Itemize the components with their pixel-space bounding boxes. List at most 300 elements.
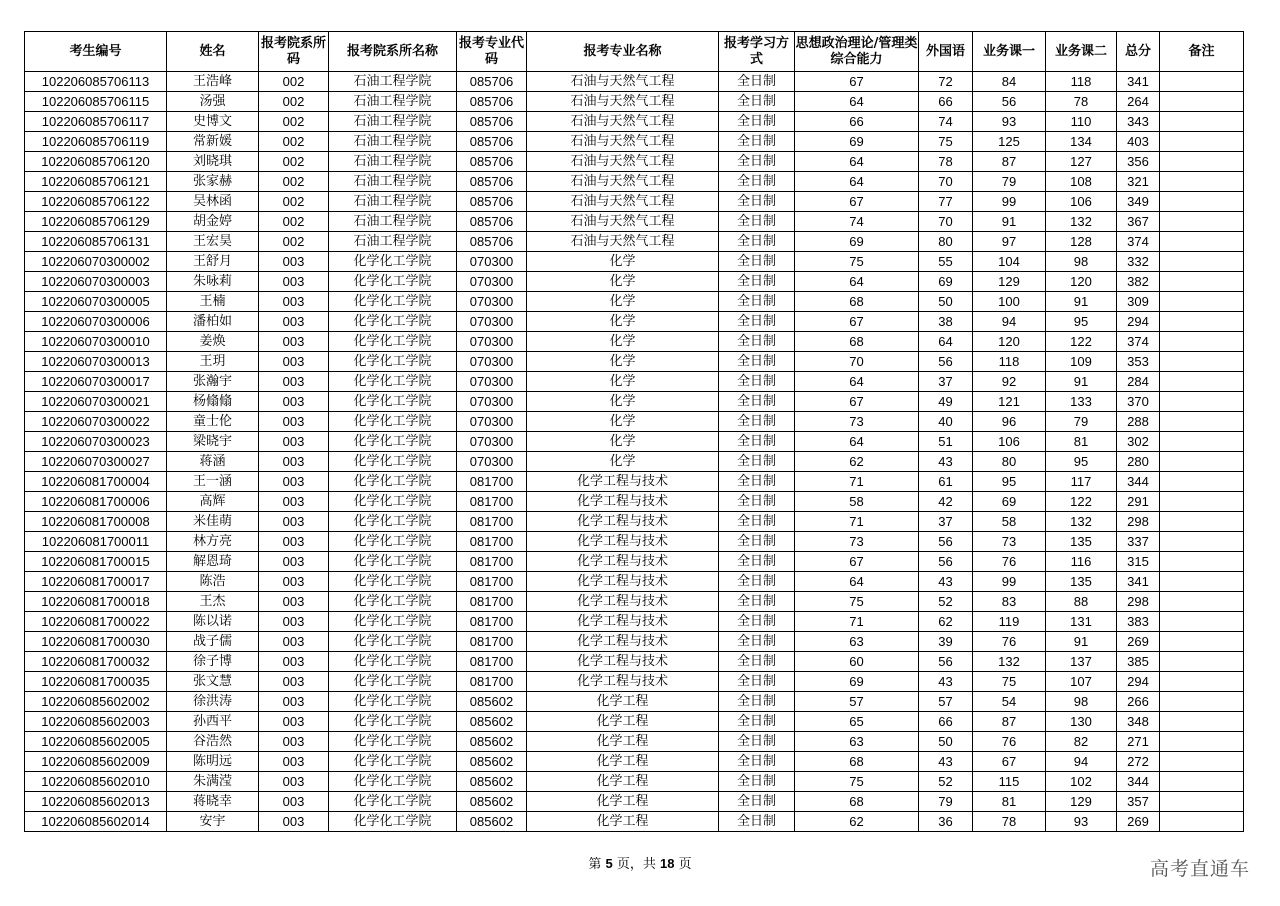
cell-major-name: 化学工程与技术 bbox=[527, 472, 719, 492]
cell-politics-score: 64 bbox=[795, 572, 919, 592]
page-footer bbox=[0, 853, 1280, 872]
cell-study-mode: 全日制 bbox=[719, 112, 795, 132]
cell-subject-two-score: 98 bbox=[1046, 692, 1117, 712]
cell-candidate-id: 102206081700008 bbox=[25, 512, 167, 532]
cell-dept-name: 化学化工学院 bbox=[329, 712, 457, 732]
cell-major-code: 081700 bbox=[457, 652, 527, 672]
header-dept-name: 报考院系所名称 bbox=[329, 32, 457, 72]
cell-name: 林方亮 bbox=[167, 532, 259, 552]
cell-major-name: 石油与天然气工程 bbox=[527, 212, 719, 232]
cell-politics-score: 58 bbox=[795, 492, 919, 512]
header-remarks: 备注 bbox=[1160, 32, 1244, 72]
cell-study-mode: 全日制 bbox=[719, 212, 795, 232]
cell-dept-code: 003 bbox=[259, 512, 329, 532]
table-row bbox=[25, 672, 1244, 692]
cell-major-code: 070300 bbox=[457, 432, 527, 452]
cell-major-name: 化学工程与技术 bbox=[527, 592, 719, 612]
cell-major-name: 化学 bbox=[527, 332, 719, 352]
cell-dept-name: 化学化工学院 bbox=[329, 612, 457, 632]
cell-foreign-language-score: 64 bbox=[919, 332, 973, 352]
cell-major-code: 085706 bbox=[457, 172, 527, 192]
cell-dept-name: 石油工程学院 bbox=[329, 212, 457, 232]
cell-major-name: 石油与天然气工程 bbox=[527, 112, 719, 132]
cell-candidate-id: 102206081700015 bbox=[25, 552, 167, 572]
cell-candidate-id: 102206081700006 bbox=[25, 492, 167, 512]
cell-politics-score: 63 bbox=[795, 632, 919, 652]
cell-politics-score: 64 bbox=[795, 92, 919, 112]
cell-politics-score: 69 bbox=[795, 132, 919, 152]
cell-politics-score: 62 bbox=[795, 812, 919, 832]
footer-suffix: 页 bbox=[674, 857, 692, 872]
cell-name: 解恩琦 bbox=[167, 552, 259, 572]
cell-dept-name: 化学化工学院 bbox=[329, 292, 457, 312]
table-row bbox=[25, 352, 1244, 372]
cell-subject-one-score: 121 bbox=[973, 392, 1046, 412]
cell-name: 胡金婷 bbox=[167, 212, 259, 232]
cell-name: 徐子博 bbox=[167, 652, 259, 672]
cell-major-code: 070300 bbox=[457, 272, 527, 292]
cell-major-code: 070300 bbox=[457, 332, 527, 352]
cell-dept-name: 化学化工学院 bbox=[329, 392, 457, 412]
cell-major-name: 化学工程 bbox=[527, 792, 719, 812]
cell-candidate-id: 102206070300021 bbox=[25, 392, 167, 412]
cell-dept-name: 化学化工学院 bbox=[329, 672, 457, 692]
cell-subject-one-score: 100 bbox=[973, 292, 1046, 312]
cell-total-score: 269 bbox=[1117, 632, 1160, 652]
cell-subject-two-score: 109 bbox=[1046, 352, 1117, 372]
header-candidate-id: 考生编号 bbox=[25, 32, 167, 72]
cell-study-mode: 全日制 bbox=[719, 432, 795, 452]
cell-major-code: 085602 bbox=[457, 712, 527, 732]
cell-dept-code: 003 bbox=[259, 312, 329, 332]
cell-study-mode: 全日制 bbox=[719, 352, 795, 372]
watermark-text: 高考直通车 bbox=[1149, 858, 1250, 880]
cell-subject-two-score: 117 bbox=[1046, 472, 1117, 492]
cell-major-code: 081700 bbox=[457, 672, 527, 692]
cell-remarks bbox=[1160, 432, 1244, 452]
cell-foreign-language-score: 37 bbox=[919, 372, 973, 392]
cell-study-mode: 全日制 bbox=[719, 492, 795, 512]
table-row bbox=[25, 732, 1244, 752]
cell-foreign-language-score: 80 bbox=[919, 232, 973, 252]
cell-subject-one-score: 92 bbox=[973, 372, 1046, 392]
cell-remarks bbox=[1160, 572, 1244, 592]
cell-remarks bbox=[1160, 452, 1244, 472]
cell-subject-one-score: 97 bbox=[973, 232, 1046, 252]
header-politics: 思想政治理论/管理类综合能力 bbox=[795, 32, 919, 72]
cell-politics-score: 68 bbox=[795, 752, 919, 772]
cell-candidate-id: 102206085602013 bbox=[25, 792, 167, 812]
cell-total-score: 374 bbox=[1117, 232, 1160, 252]
cell-remarks bbox=[1160, 72, 1244, 92]
cell-name: 朱咏莉 bbox=[167, 272, 259, 292]
header-major-code: 报考专业代码 bbox=[457, 32, 527, 72]
cell-major-code: 081700 bbox=[457, 632, 527, 652]
cell-major-name: 化学工程与技术 bbox=[527, 572, 719, 592]
header-total: 总分 bbox=[1117, 32, 1160, 72]
table-row bbox=[25, 392, 1244, 412]
cell-study-mode: 全日制 bbox=[719, 132, 795, 152]
cell-dept-code: 003 bbox=[259, 632, 329, 652]
cell-major-name: 化学工程 bbox=[527, 752, 719, 772]
cell-study-mode: 全日制 bbox=[719, 272, 795, 292]
cell-study-mode: 全日制 bbox=[719, 472, 795, 492]
cell-candidate-id: 102206070300005 bbox=[25, 292, 167, 312]
cell-candidate-id: 102206085706122 bbox=[25, 192, 167, 212]
cell-subject-one-score: 125 bbox=[973, 132, 1046, 152]
cell-major-name: 化学 bbox=[527, 452, 719, 472]
cell-candidate-id: 102206070300023 bbox=[25, 432, 167, 452]
cell-major-code: 070300 bbox=[457, 352, 527, 372]
cell-major-name: 化学工程与技术 bbox=[527, 492, 719, 512]
cell-candidate-id: 102206085706117 bbox=[25, 112, 167, 132]
cell-subject-one-score: 132 bbox=[973, 652, 1046, 672]
cell-foreign-language-score: 42 bbox=[919, 492, 973, 512]
cell-remarks bbox=[1160, 592, 1244, 612]
cell-total-score: 341 bbox=[1117, 72, 1160, 92]
cell-subject-one-score: 79 bbox=[973, 172, 1046, 192]
table-row bbox=[25, 572, 1244, 592]
cell-total-score: 315 bbox=[1117, 552, 1160, 572]
cell-subject-two-score: 102 bbox=[1046, 772, 1117, 792]
cell-politics-score: 66 bbox=[795, 112, 919, 132]
cell-subject-two-score: 106 bbox=[1046, 192, 1117, 212]
table-row bbox=[25, 512, 1244, 532]
cell-major-name: 化学 bbox=[527, 292, 719, 312]
cell-foreign-language-score: 77 bbox=[919, 192, 973, 212]
cell-remarks bbox=[1160, 372, 1244, 392]
cell-subject-two-score: 93 bbox=[1046, 812, 1117, 832]
cell-remarks bbox=[1160, 512, 1244, 532]
cell-politics-score: 75 bbox=[795, 592, 919, 612]
cell-major-code: 081700 bbox=[457, 612, 527, 632]
cell-name: 谷浩然 bbox=[167, 732, 259, 752]
table-row bbox=[25, 592, 1244, 612]
cell-dept-name: 化学化工学院 bbox=[329, 272, 457, 292]
cell-subject-two-score: 98 bbox=[1046, 252, 1117, 272]
cell-dept-code: 003 bbox=[259, 592, 329, 612]
table-row bbox=[25, 812, 1244, 832]
cell-foreign-language-score: 56 bbox=[919, 352, 973, 372]
cell-name: 高辉 bbox=[167, 492, 259, 512]
table-row bbox=[25, 272, 1244, 292]
cell-study-mode: 全日制 bbox=[719, 592, 795, 612]
cell-subject-two-score: 108 bbox=[1046, 172, 1117, 192]
cell-foreign-language-score: 66 bbox=[919, 92, 973, 112]
cell-study-mode: 全日制 bbox=[719, 732, 795, 752]
cell-dept-code: 003 bbox=[259, 352, 329, 372]
cell-subject-one-score: 93 bbox=[973, 112, 1046, 132]
cell-candidate-id: 102206085706131 bbox=[25, 232, 167, 252]
cell-dept-name: 化学化工学院 bbox=[329, 632, 457, 652]
cell-subject-one-score: 99 bbox=[973, 192, 1046, 212]
table-row bbox=[25, 132, 1244, 152]
cell-total-score: 271 bbox=[1117, 732, 1160, 752]
cell-major-code: 085706 bbox=[457, 152, 527, 172]
cell-major-code: 085706 bbox=[457, 192, 527, 212]
cell-politics-score: 75 bbox=[795, 252, 919, 272]
cell-subject-one-score: 118 bbox=[973, 352, 1046, 372]
cell-dept-name: 化学化工学院 bbox=[329, 372, 457, 392]
cell-major-name: 化学工程 bbox=[527, 812, 719, 832]
cell-remarks bbox=[1160, 412, 1244, 432]
cell-major-code: 070300 bbox=[457, 392, 527, 412]
cell-foreign-language-score: 57 bbox=[919, 692, 973, 712]
cell-total-score: 356 bbox=[1117, 152, 1160, 172]
cell-foreign-language-score: 43 bbox=[919, 452, 973, 472]
cell-dept-name: 化学化工学院 bbox=[329, 332, 457, 352]
cell-remarks bbox=[1160, 192, 1244, 212]
cell-foreign-language-score: 56 bbox=[919, 532, 973, 552]
table-row bbox=[25, 532, 1244, 552]
cell-subject-one-score: 91 bbox=[973, 212, 1046, 232]
cell-dept-name: 化学化工学院 bbox=[329, 592, 457, 612]
cell-subject-two-score: 94 bbox=[1046, 752, 1117, 772]
table-row bbox=[25, 792, 1244, 812]
cell-study-mode: 全日制 bbox=[719, 232, 795, 252]
cell-dept-code: 002 bbox=[259, 112, 329, 132]
cell-remarks bbox=[1160, 732, 1244, 752]
cell-remarks bbox=[1160, 792, 1244, 812]
cell-total-score: 337 bbox=[1117, 532, 1160, 552]
cell-study-mode: 全日制 bbox=[719, 652, 795, 672]
cell-dept-code: 003 bbox=[259, 492, 329, 512]
cell-candidate-id: 102206085602010 bbox=[25, 772, 167, 792]
cell-subject-two-score: 88 bbox=[1046, 592, 1117, 612]
cell-major-name: 石油与天然气工程 bbox=[527, 92, 719, 112]
cell-major-name: 化学工程与技术 bbox=[527, 532, 719, 552]
cell-dept-code: 002 bbox=[259, 232, 329, 252]
cell-dept-name: 石油工程学院 bbox=[329, 112, 457, 132]
cell-politics-score: 75 bbox=[795, 772, 919, 792]
table-row bbox=[25, 772, 1244, 792]
cell-total-score: 309 bbox=[1117, 292, 1160, 312]
table-row bbox=[25, 252, 1244, 272]
cell-dept-code: 003 bbox=[259, 392, 329, 412]
cell-dept-name: 石油工程学院 bbox=[329, 92, 457, 112]
cell-major-code: 070300 bbox=[457, 252, 527, 272]
cell-foreign-language-score: 79 bbox=[919, 792, 973, 812]
cell-major-name: 化学工程 bbox=[527, 732, 719, 752]
cell-dept-code: 002 bbox=[259, 212, 329, 232]
cell-major-code: 085706 bbox=[457, 212, 527, 232]
cell-major-code: 081700 bbox=[457, 592, 527, 612]
cell-foreign-language-score: 62 bbox=[919, 612, 973, 632]
cell-remarks bbox=[1160, 672, 1244, 692]
cell-total-score: 374 bbox=[1117, 332, 1160, 352]
table-row bbox=[25, 152, 1244, 172]
cell-name: 陈明远 bbox=[167, 752, 259, 772]
cell-dept-name: 化学化工学院 bbox=[329, 452, 457, 472]
cell-major-name: 化学 bbox=[527, 372, 719, 392]
cell-total-score: 344 bbox=[1117, 772, 1160, 792]
cell-dept-code: 003 bbox=[259, 272, 329, 292]
cell-name: 童士伦 bbox=[167, 412, 259, 432]
table-header-row bbox=[25, 32, 1244, 72]
cell-study-mode: 全日制 bbox=[719, 672, 795, 692]
cell-candidate-id: 102206085602003 bbox=[25, 712, 167, 732]
cell-total-score: 341 bbox=[1117, 572, 1160, 592]
cell-subject-one-score: 99 bbox=[973, 572, 1046, 592]
cell-dept-name: 石油工程学院 bbox=[329, 152, 457, 172]
cell-dept-name: 化学化工学院 bbox=[329, 432, 457, 452]
cell-subject-one-score: 94 bbox=[973, 312, 1046, 332]
cell-subject-one-score: 84 bbox=[973, 72, 1046, 92]
cell-subject-two-score: 127 bbox=[1046, 152, 1117, 172]
cell-candidate-id: 102206070300013 bbox=[25, 352, 167, 372]
cell-remarks bbox=[1160, 232, 1244, 252]
cell-candidate-id: 102206085706115 bbox=[25, 92, 167, 112]
cell-remarks bbox=[1160, 152, 1244, 172]
cell-major-code: 081700 bbox=[457, 472, 527, 492]
cell-subject-one-score: 76 bbox=[973, 632, 1046, 652]
table-row bbox=[25, 492, 1244, 512]
cell-foreign-language-score: 43 bbox=[919, 672, 973, 692]
cell-subject-two-score: 95 bbox=[1046, 312, 1117, 332]
cell-total-score: 344 bbox=[1117, 472, 1160, 492]
cell-subject-two-score: 118 bbox=[1046, 72, 1117, 92]
table-row bbox=[25, 712, 1244, 732]
cell-major-name: 化学 bbox=[527, 392, 719, 412]
cell-dept-name: 化学化工学院 bbox=[329, 652, 457, 672]
cell-major-name: 化学工程与技术 bbox=[527, 612, 719, 632]
cell-name: 汤强 bbox=[167, 92, 259, 112]
cell-study-mode: 全日制 bbox=[719, 572, 795, 592]
cell-foreign-language-score: 51 bbox=[919, 432, 973, 452]
cell-subject-one-score: 104 bbox=[973, 252, 1046, 272]
cell-dept-code: 002 bbox=[259, 192, 329, 212]
cell-subject-one-score: 69 bbox=[973, 492, 1046, 512]
cell-name: 王浩峰 bbox=[167, 72, 259, 92]
cell-major-code: 085602 bbox=[457, 732, 527, 752]
cell-study-mode: 全日制 bbox=[719, 312, 795, 332]
cell-foreign-language-score: 70 bbox=[919, 212, 973, 232]
cell-dept-code: 003 bbox=[259, 572, 329, 592]
cell-foreign-language-score: 78 bbox=[919, 152, 973, 172]
cell-candidate-id: 102206081700030 bbox=[25, 632, 167, 652]
cell-name: 王舒月 bbox=[167, 252, 259, 272]
header-dept-code: 报考院系所码 bbox=[259, 32, 329, 72]
cell-major-code: 085602 bbox=[457, 752, 527, 772]
cell-name: 王一涵 bbox=[167, 472, 259, 492]
cell-candidate-id: 102206070300017 bbox=[25, 372, 167, 392]
cell-foreign-language-score: 69 bbox=[919, 272, 973, 292]
table-row bbox=[25, 332, 1244, 352]
cell-foreign-language-score: 52 bbox=[919, 772, 973, 792]
header-subject-two: 业务课二 bbox=[1046, 32, 1117, 72]
cell-study-mode: 全日制 bbox=[719, 532, 795, 552]
cell-subject-two-score: 91 bbox=[1046, 632, 1117, 652]
cell-politics-score: 68 bbox=[795, 792, 919, 812]
header-foreign-language: 外国语 bbox=[919, 32, 973, 72]
table-row bbox=[25, 212, 1244, 232]
cell-subject-one-score: 76 bbox=[973, 732, 1046, 752]
cell-subject-two-score: 137 bbox=[1046, 652, 1117, 672]
cell-politics-score: 64 bbox=[795, 152, 919, 172]
cell-foreign-language-score: 52 bbox=[919, 592, 973, 612]
cell-study-mode: 全日制 bbox=[719, 692, 795, 712]
cell-dept-code: 002 bbox=[259, 172, 329, 192]
cell-name: 陈浩 bbox=[167, 572, 259, 592]
cell-total-score: 353 bbox=[1117, 352, 1160, 372]
cell-dept-code: 003 bbox=[259, 612, 329, 632]
cell-dept-name: 化学化工学院 bbox=[329, 572, 457, 592]
cell-dept-code: 003 bbox=[259, 792, 329, 812]
cell-dept-code: 002 bbox=[259, 132, 329, 152]
cell-candidate-id: 102206070300010 bbox=[25, 332, 167, 352]
cell-foreign-language-score: 72 bbox=[919, 72, 973, 92]
cell-subject-two-score: 122 bbox=[1046, 332, 1117, 352]
cell-name: 刘晓琪 bbox=[167, 152, 259, 172]
cell-dept-name: 石油工程学院 bbox=[329, 192, 457, 212]
cell-major-name: 化学工程 bbox=[527, 712, 719, 732]
cell-politics-score: 74 bbox=[795, 212, 919, 232]
cell-study-mode: 全日制 bbox=[719, 152, 795, 172]
footer-total-pages: 18 bbox=[660, 856, 675, 871]
header-subject-one: 业务课一 bbox=[973, 32, 1046, 72]
cell-politics-score: 67 bbox=[795, 392, 919, 412]
table-row bbox=[25, 692, 1244, 712]
cell-major-code: 081700 bbox=[457, 512, 527, 532]
table-row bbox=[25, 412, 1244, 432]
cell-subject-one-score: 73 bbox=[973, 532, 1046, 552]
cell-name: 陈以诺 bbox=[167, 612, 259, 632]
cell-study-mode: 全日制 bbox=[719, 752, 795, 772]
cell-dept-name: 化学化工学院 bbox=[329, 352, 457, 372]
cell-total-score: 367 bbox=[1117, 212, 1160, 232]
cell-subject-one-score: 87 bbox=[973, 712, 1046, 732]
cell-subject-two-score: 122 bbox=[1046, 492, 1117, 512]
cell-subject-two-score: 95 bbox=[1046, 452, 1117, 472]
cell-total-score: 321 bbox=[1117, 172, 1160, 192]
cell-remarks bbox=[1160, 132, 1244, 152]
cell-major-name: 化学 bbox=[527, 432, 719, 452]
cell-remarks bbox=[1160, 632, 1244, 652]
cell-subject-two-score: 132 bbox=[1046, 212, 1117, 232]
cell-candidate-id: 102206070300027 bbox=[25, 452, 167, 472]
cell-subject-one-score: 54 bbox=[973, 692, 1046, 712]
cell-politics-score: 70 bbox=[795, 352, 919, 372]
cell-major-code: 081700 bbox=[457, 572, 527, 592]
cell-subject-one-score: 76 bbox=[973, 552, 1046, 572]
cell-dept-code: 003 bbox=[259, 692, 329, 712]
cell-major-code: 070300 bbox=[457, 372, 527, 392]
table-row bbox=[25, 72, 1244, 92]
cell-major-name: 化学 bbox=[527, 272, 719, 292]
table-row bbox=[25, 112, 1244, 132]
cell-candidate-id: 102206085706119 bbox=[25, 132, 167, 152]
cell-candidate-id: 102206085706121 bbox=[25, 172, 167, 192]
cell-foreign-language-score: 61 bbox=[919, 472, 973, 492]
cell-study-mode: 全日制 bbox=[719, 512, 795, 532]
cell-study-mode: 全日制 bbox=[719, 412, 795, 432]
cell-foreign-language-score: 70 bbox=[919, 172, 973, 192]
cell-foreign-language-score: 75 bbox=[919, 132, 973, 152]
cell-politics-score: 71 bbox=[795, 612, 919, 632]
cell-major-name: 化学 bbox=[527, 352, 719, 372]
cell-dept-code: 002 bbox=[259, 92, 329, 112]
cell-subject-two-score: 79 bbox=[1046, 412, 1117, 432]
cell-study-mode: 全日制 bbox=[719, 292, 795, 312]
cell-politics-score: 64 bbox=[795, 372, 919, 392]
cell-subject-one-score: 106 bbox=[973, 432, 1046, 452]
cell-dept-code: 003 bbox=[259, 712, 329, 732]
header-name: 姓名 bbox=[167, 32, 259, 72]
cell-dept-code: 003 bbox=[259, 332, 329, 352]
table-row bbox=[25, 652, 1244, 672]
cell-total-score: 302 bbox=[1117, 432, 1160, 452]
table-row bbox=[25, 372, 1244, 392]
